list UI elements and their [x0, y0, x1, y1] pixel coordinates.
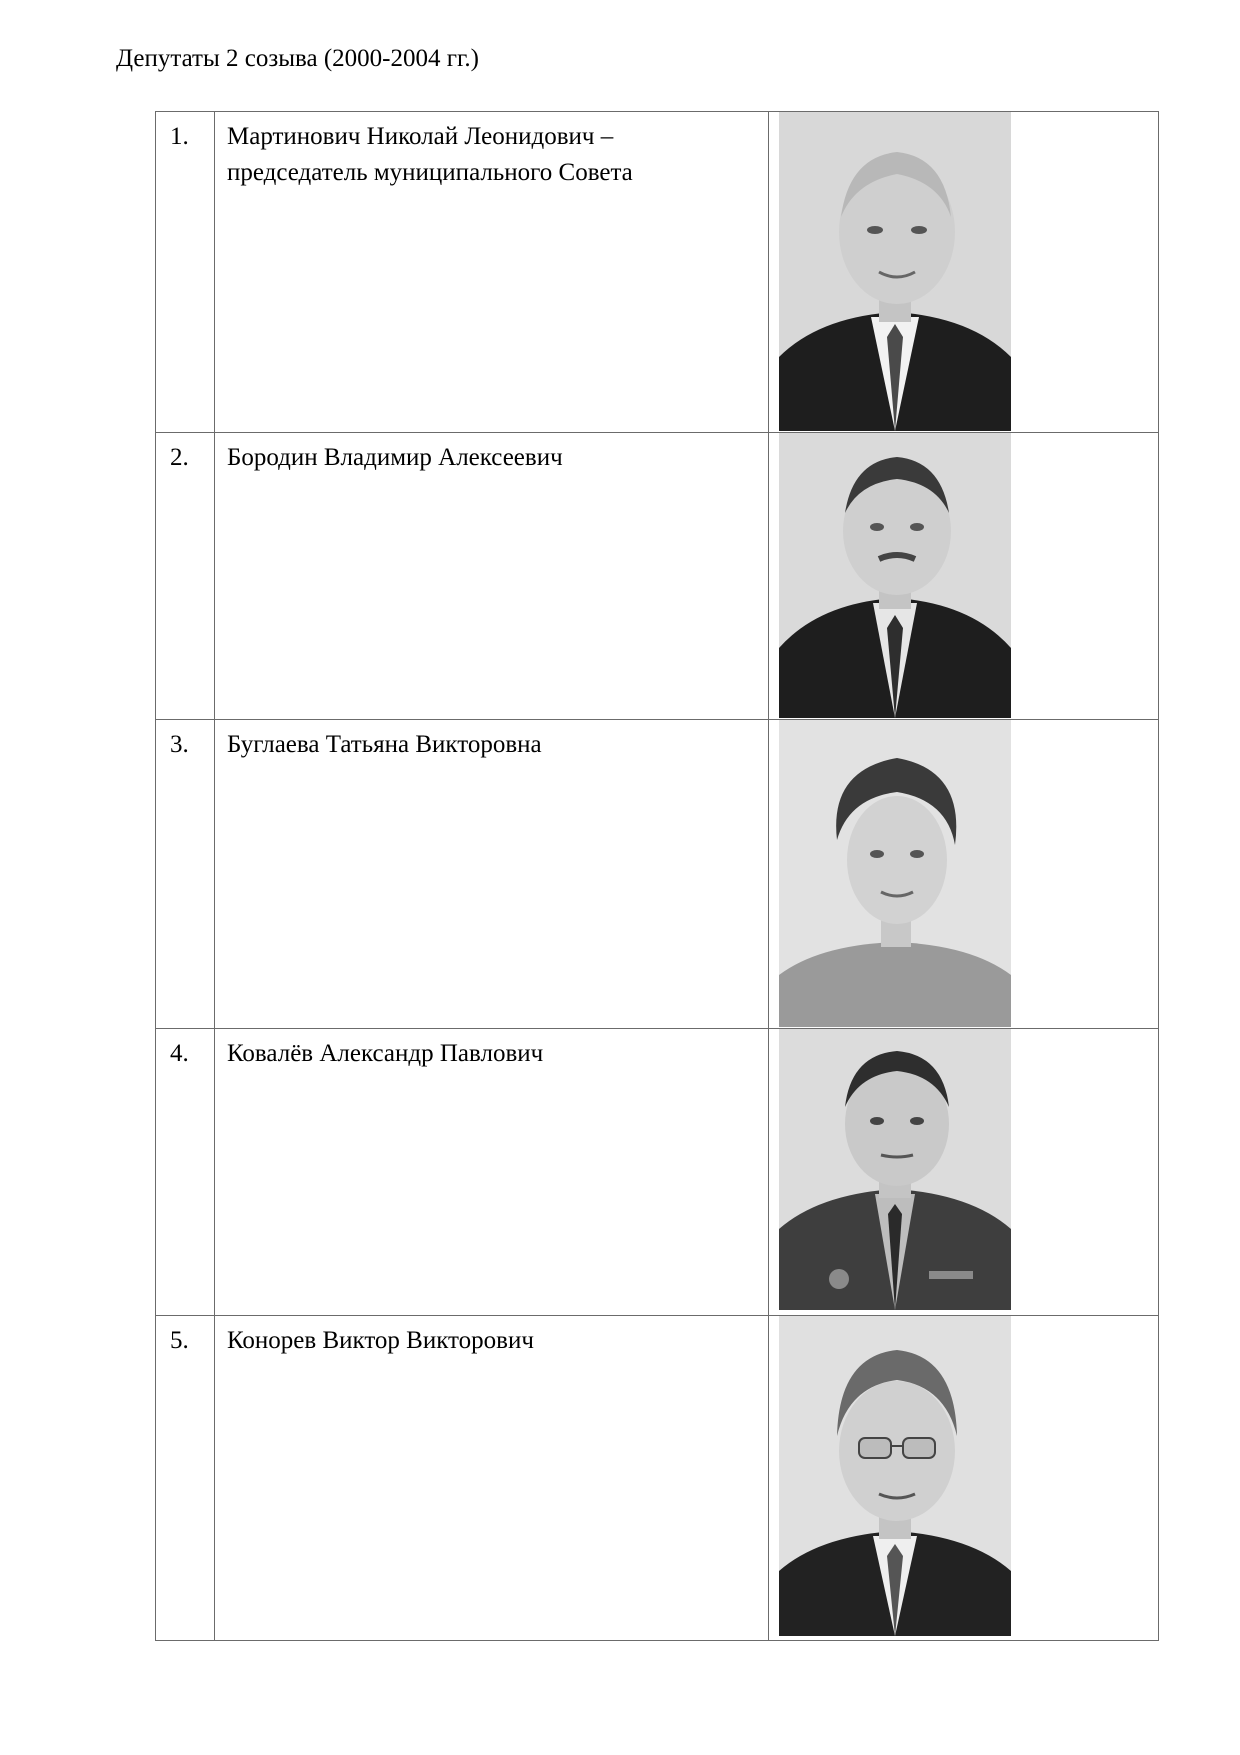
deputy-name: Ковалёв Александр Павлович — [227, 1040, 544, 1067]
table-row — [156, 1316, 1159, 1641]
table-row — [156, 433, 1159, 720]
row-number-cell — [156, 112, 215, 433]
name-cell — [215, 433, 769, 720]
deputy-name: Конорев Виктор Викторович — [227, 1327, 534, 1354]
row-number-cell — [156, 1029, 215, 1316]
row-number: 2. — [170, 444, 189, 471]
row-number: 4. — [170, 1040, 189, 1067]
row-number-cell — [156, 720, 215, 1029]
row-number: 3. — [170, 731, 189, 758]
deputy-portrait-photo — [779, 1029, 1011, 1310]
name-cell — [215, 1316, 769, 1641]
photo-cell — [769, 433, 1159, 720]
deputy-portrait-photo — [779, 433, 1011, 718]
name-cell — [215, 720, 769, 1029]
row-number-cell — [156, 1316, 215, 1641]
table-row — [156, 720, 1159, 1029]
deputy-name: Мартинович Николай Леонидович – председатель муниципального Совета — [227, 123, 633, 186]
photo-cell — [769, 1029, 1159, 1316]
deputies-table — [155, 111, 1159, 1641]
name-cell — [215, 112, 769, 433]
row-number-cell — [156, 433, 215, 720]
document-title: Депутаты 2 созыва (2000-2004 гг.) — [116, 45, 479, 72]
deputy-portrait-photo — [779, 720, 1011, 1027]
deputy-name: Бородин Владимир Алексеевич — [227, 444, 563, 471]
table-row — [156, 112, 1159, 433]
table-row — [156, 1029, 1159, 1316]
row-number: 5. — [170, 1327, 189, 1354]
deputy-name: Буглаева Татьяна Викторовна — [227, 731, 542, 758]
photo-cell — [769, 720, 1159, 1029]
name-cell — [215, 1029, 769, 1316]
deputy-portrait-photo — [779, 1316, 1011, 1636]
row-number: 1. — [170, 123, 189, 150]
photo-cell — [769, 1316, 1159, 1641]
deputy-portrait-photo — [779, 112, 1011, 431]
photo-cell — [769, 112, 1159, 433]
